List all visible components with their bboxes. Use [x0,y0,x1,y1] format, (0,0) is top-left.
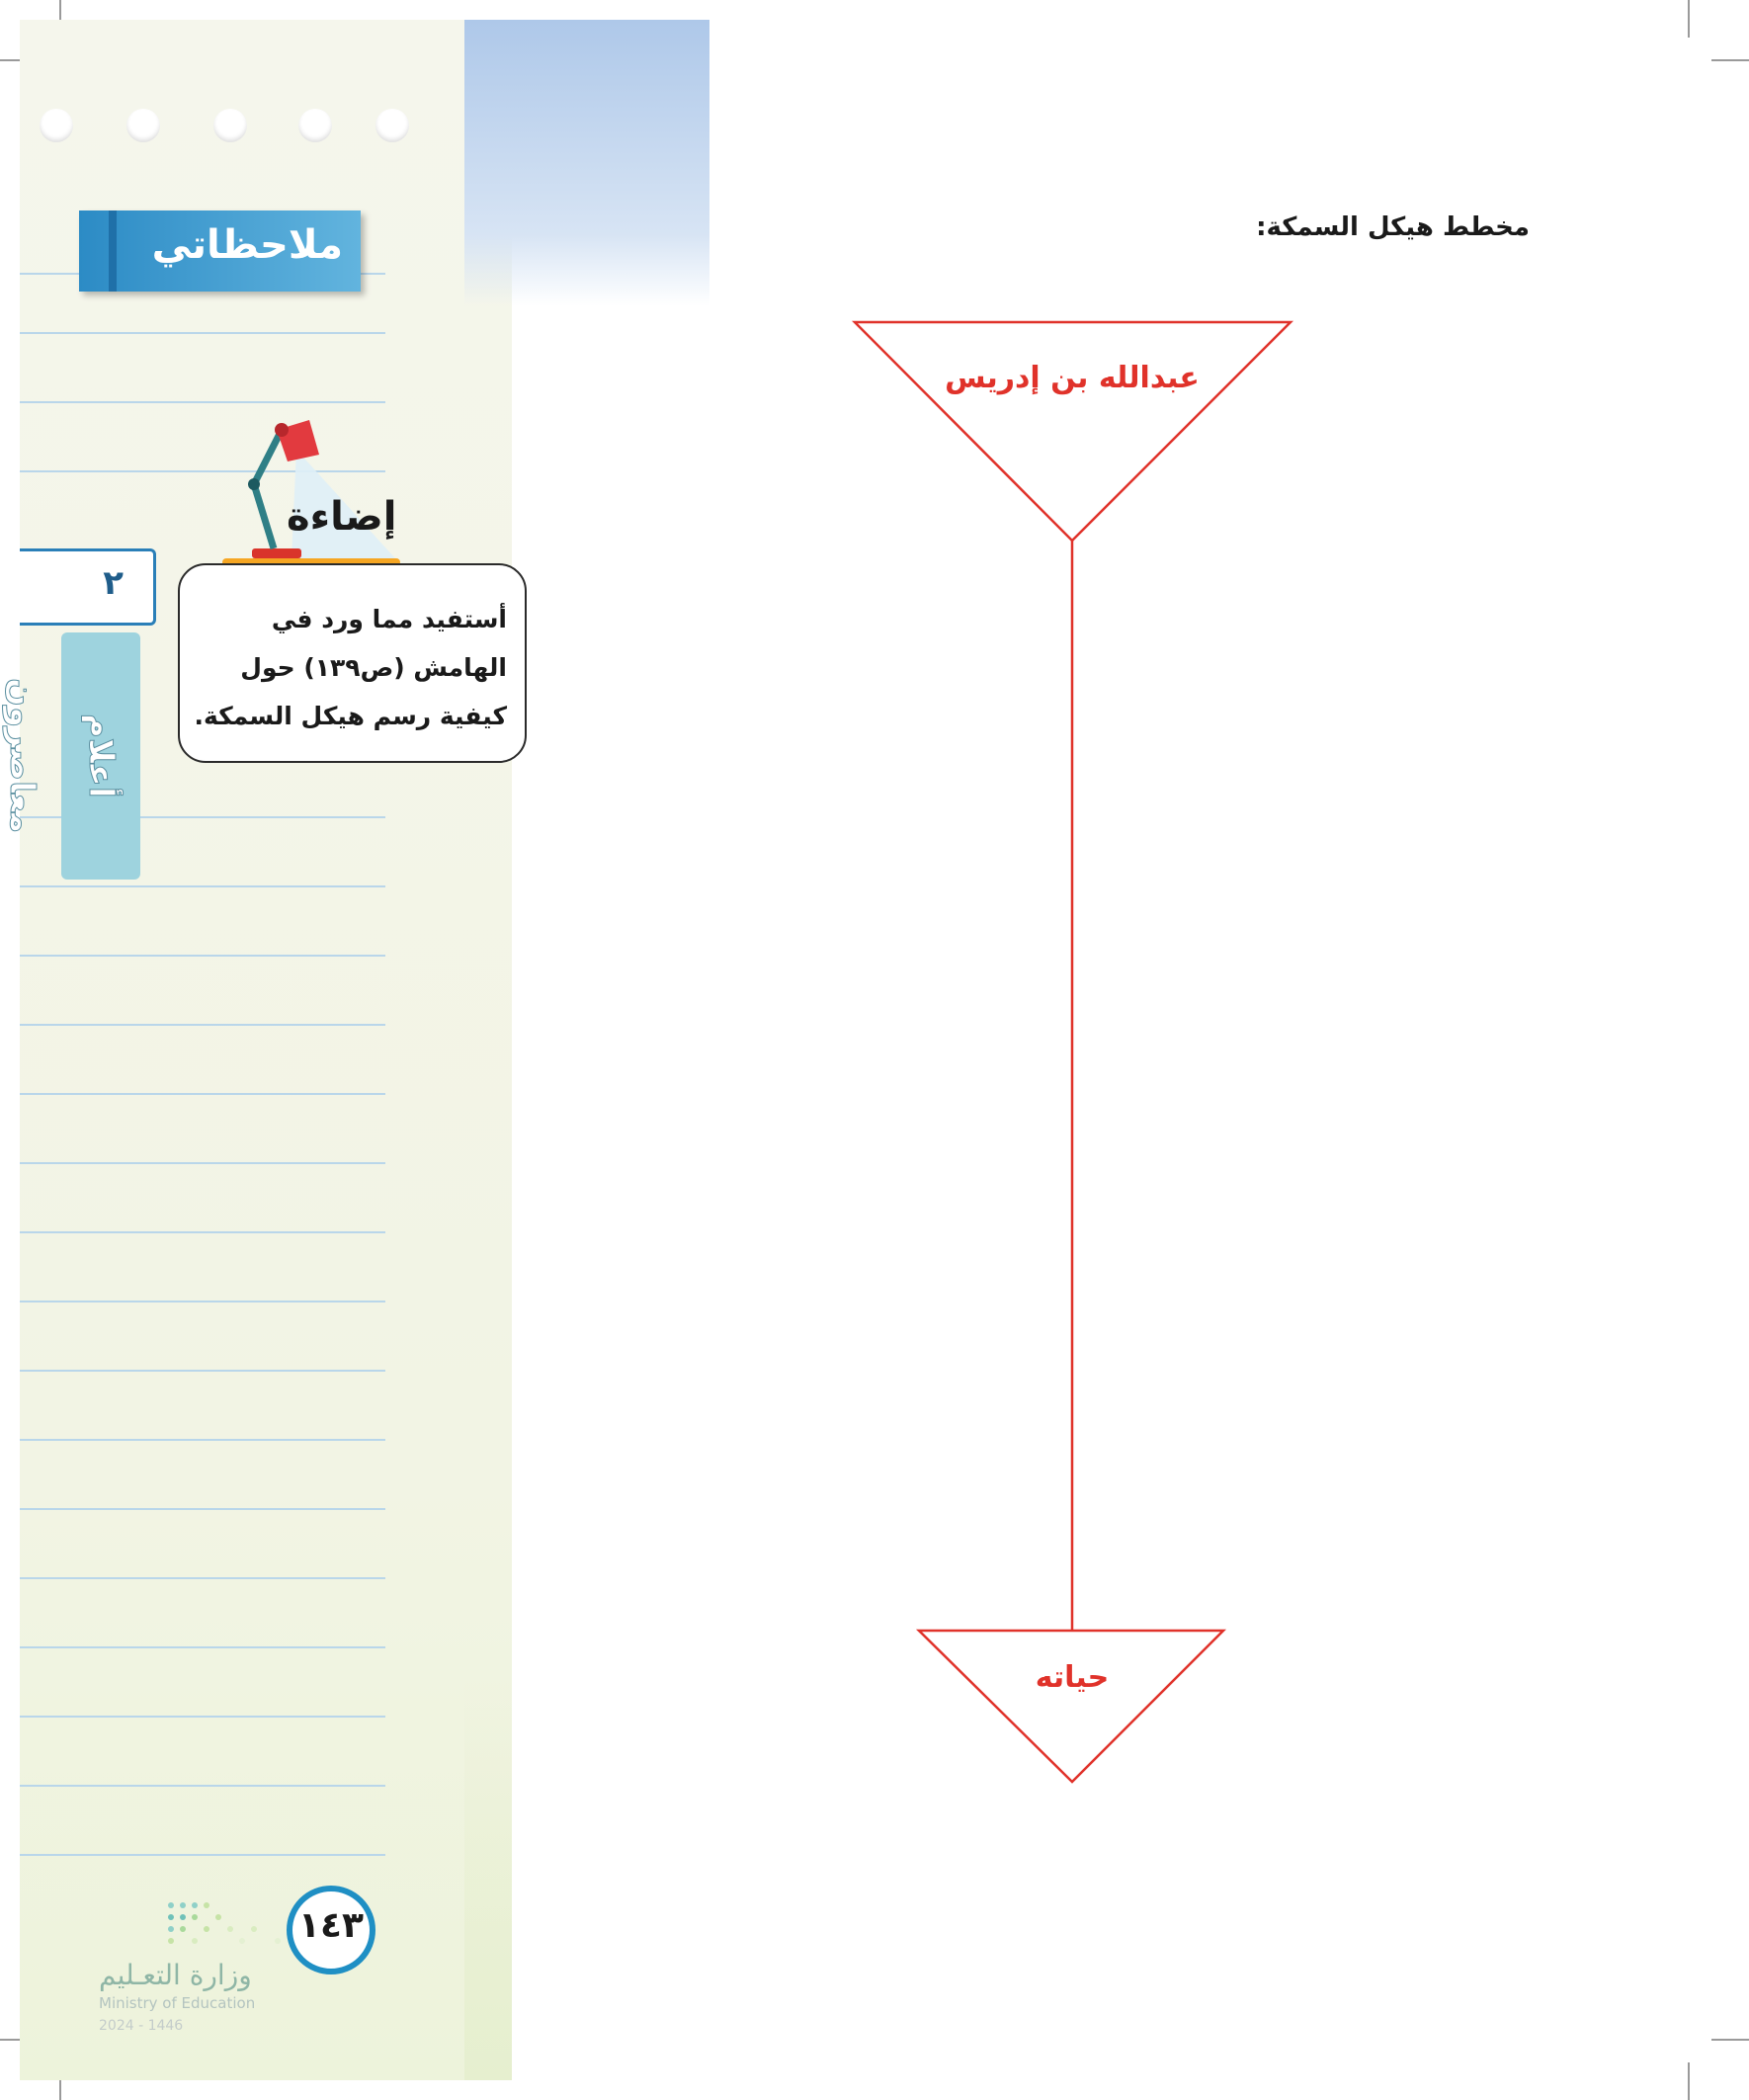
ministry-name-en: Ministry of Education [99,1994,256,2012]
tip-text: أستفيد مما ورد في الهامش (ص١٣٩) حول كيفية رسم هيكل السمكة. [194,605,507,730]
tip-label: إضاءة [287,494,397,540]
unit-title: أعلام معاصرون [2,678,121,834]
ministry-name-ar: وزارة التعـليم [99,1959,252,1991]
page-number: ١٤٣ [298,1905,364,1946]
unit-number: ٢ [103,563,124,603]
fish-head-label: عبدالله بن إدريس [945,361,1200,395]
fish-head-triangle [855,322,1291,541]
fish-tail-label: حياته [1035,1660,1110,1695]
ministry-year: 2024 - 1446 [99,2018,184,2034]
notes-tab-label: ملاحظاتي [151,222,343,268]
fish-tail-triangle [919,1631,1223,1782]
diagram-heading: مخطط هيكل السمكة: [1256,212,1530,242]
